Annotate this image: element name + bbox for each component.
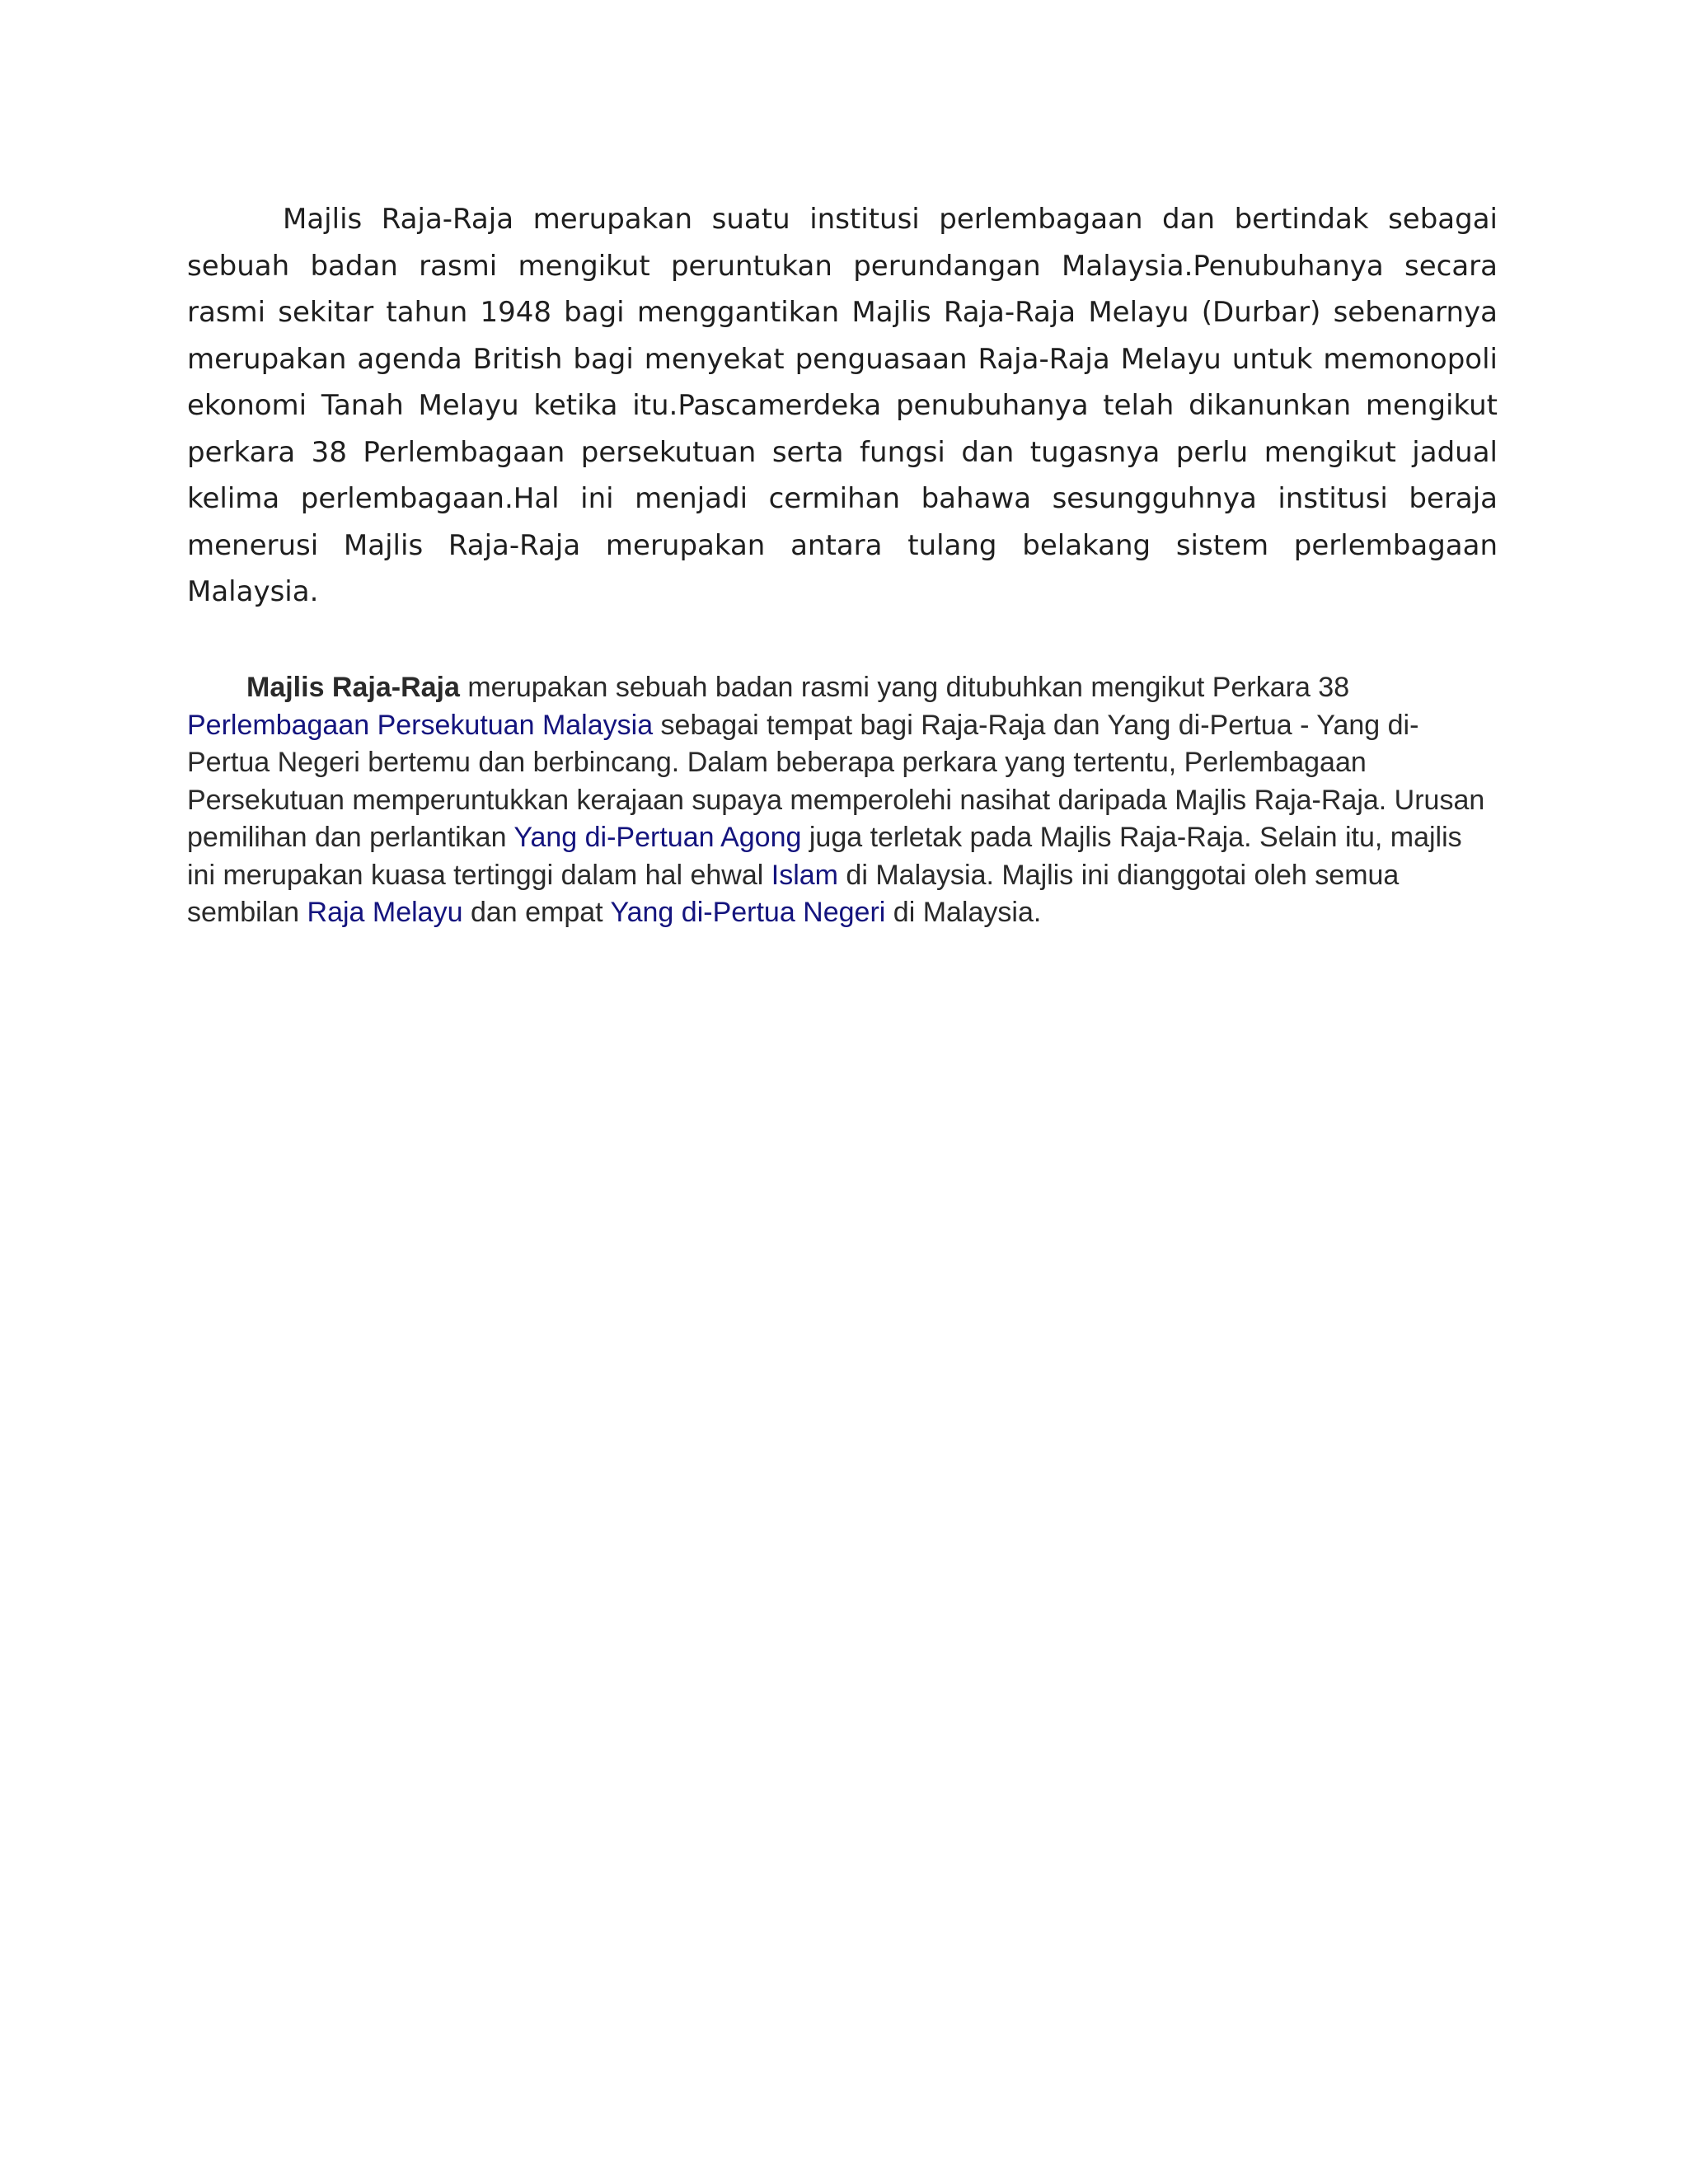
bold-term-majlis-raja-raja: Majlis Raja-Raja: [246, 672, 460, 703]
text-segment-6: di Malaysia.: [885, 897, 1042, 928]
link-raja-melayu[interactable]: Raja Melayu: [307, 897, 463, 928]
text-segment-2: sebagai tempat bagi Raja-Raja dan Yang di-Pertua - Yang di-Pertua Negeri bertemu dan berbincang. Dalam beberapa perkara yang tertentu, Perlembagaan Persekutuan memperuntukkan kerajaan supaya memperolehi nasihat daripada Majlis Raja-Raja. Urusan pemilihan dan perlantikan: [187, 709, 1485, 853]
text-segment-1: merupakan sebuah badan rasmi yang ditubuhkan mengikut Perkara 38: [459, 672, 1350, 703]
link-islam[interactable]: Islam: [771, 859, 838, 891]
text-segment-4: di Malaysia. Majlis ini dianggotai oleh semua sembilan: [187, 859, 1400, 928]
text-segment-3: juga terletak pada Majlis Raja-Raja. Selain itu, majlis ini merupakan kuasa tertinggi dalam hal ehwal: [187, 822, 1462, 891]
paragraph-intro: Majlis Raja-Raja merupakan suatu institusi perlembagaan dan bertindak sebagai sebuah badan rasmi mengikut peruntukan perundangan Malaysia.Penubuhanya secara rasmi sekitar tahun 1948 bagi menggantikan Majlis Raja-Raja Melayu (Durbar) sebenarnya merupakan agenda British bagi menyekat penguasaan Raja-Raja Melayu untuk memonopoli ekonomi Tanah Melayu ketika itu.Pascamerdeka penubuhanya telah dikanunkan mengikut perkara 38 Perlembagaan persekutuan serta fungsi dan tugasnya perlu mengikut jadual kelima perlembagaan.Hal ini menjadi cermihan bahawa sesungguhnya institusi beraja menerusi Majlis Raja-Raja merupakan antara tulang belakang sistem perlembagaan Malaysia.: [187, 203, 1498, 608]
text-segment-5: dan empat: [462, 897, 611, 928]
paragraph-definition: [187, 669, 1498, 932]
link-perlembagaan-persekutuan[interactable]: Perlembagaan Persekutuan Malaysia: [187, 709, 654, 741]
link-yang-di-pertuan-agong[interactable]: Yang di-Pertuan Agong: [513, 822, 802, 853]
link-yang-di-pertua-negeri[interactable]: Yang di-Pertua Negeri: [610, 897, 886, 928]
